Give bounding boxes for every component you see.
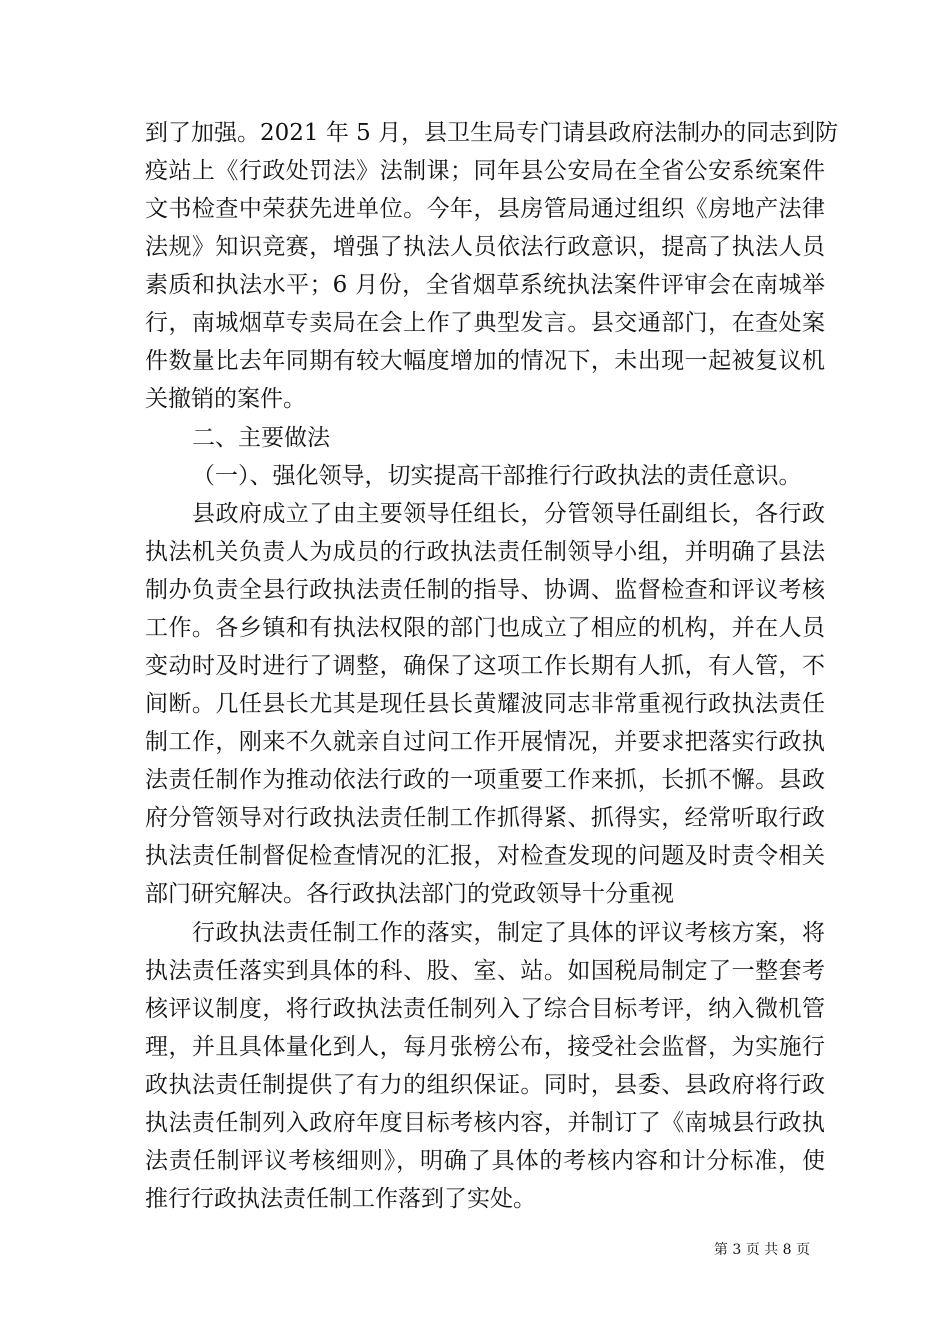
paragraph-line: 素质和执法水平；6 月份，全省烟草系统执法案件评审会在南城举 bbox=[145, 272, 825, 298]
paragraph-line: 疫站上《行政处罚法》法制课；同年县公安局在全省公安系统案件 bbox=[145, 158, 825, 184]
paragraph-line: 工作。各乡镇和有执法权限的部门也成立了相应的机构，并在人员 bbox=[145, 615, 825, 641]
paragraph-line: 政执法责任制提供了有力的组织保证。同时，县委、县政府将行政 bbox=[145, 1072, 825, 1098]
paragraph-line: 制工作，刚来不久就亲自过问工作开展情况，并要求把落实行政执 bbox=[145, 729, 825, 755]
paragraph-line: 府分管领导对行政执法责任制工作抓得紧、抓得实，经常听取行政 bbox=[145, 805, 825, 831]
paragraph-line: 部门研究解决。各行政执法部门的党政领导十分重视 bbox=[145, 881, 674, 907]
paragraph-line: 推行行政执法责任制工作落到了实处。 bbox=[145, 1186, 536, 1212]
page-number: 第 3 页 共 8 页 bbox=[713, 1242, 810, 1258]
paragraph-line: 执法责任制督促检查情况的汇报，对检查发现的问题及时责令相关 bbox=[145, 843, 825, 869]
paragraph-line: 文书检查中荣获先进单位。今年，县房管局通过组织《房地产法律 bbox=[145, 196, 825, 222]
paragraph-line: 县政府成立了由主要领导任组长，分管领导任副组长，各行政 bbox=[192, 501, 825, 527]
paragraph-line: 行政执法责任制工作的落实，制定了具体的评议考核方案，将 bbox=[192, 920, 825, 946]
paragraph-line: 核评议制度，将行政执法责任制列入了综合目标考评，纳入微机管 bbox=[145, 996, 825, 1022]
paragraph-line: 法责任制评议考核细则》，明确了具体的考核内容和计分标准，使 bbox=[145, 1148, 825, 1174]
subsection-heading: （一）、强化领导，切实提高干部推行行政执法的责任意识。 bbox=[192, 463, 802, 489]
paragraph-line: 法责任制作为推动依法行政的一项重要工作来抓，长抓不懈。县政 bbox=[145, 767, 825, 793]
paragraph-line: 关撤销的案件。 bbox=[145, 386, 306, 412]
paragraph-line: 执法机关负责人为成员的行政执法责任制领导小组，并明确了县法 bbox=[145, 539, 825, 565]
paragraph-line: 变动时及时进行了调整，确保了这项工作长期有人抓，有人管，不 bbox=[145, 653, 825, 679]
section-heading: 二、主要做法 bbox=[192, 425, 330, 451]
paragraph-line: 间断。几任县长尤其是现任县长黄耀波同志非常重视行政执法责任 bbox=[145, 691, 825, 717]
paragraph-line: 行，南城烟草专卖局在会上作了典型发言。县交通部门，在查处案 bbox=[145, 310, 825, 336]
paragraph-line: 件数量比去年同期有较大幅度增加的情况下，未出现一起被复议机 bbox=[145, 348, 825, 374]
paragraph-line: 法规》知识竞赛，增强了执法人员依法行政意识，提高了执法人员 bbox=[145, 234, 825, 260]
paragraph-line: 执法责任落实到具体的科、股、室、站。如国税局制定了一整套考 bbox=[145, 958, 825, 984]
paragraph-line: 执法责任制列入政府年度目标考核内容，并制订了《南城县行政执 bbox=[145, 1110, 825, 1136]
paragraph-line: 理，并且具体量化到人，每月张榜公布，接受社会监督，为实施行 bbox=[145, 1034, 825, 1060]
paragraph-line: 到了加强。2021 年 5 月，县卫生局专门请县政府法制办的同志到防 bbox=[145, 120, 839, 146]
paragraph-line: 制办负责全县行政执法责任制的指导、协调、监督检查和评议考核 bbox=[145, 577, 825, 603]
